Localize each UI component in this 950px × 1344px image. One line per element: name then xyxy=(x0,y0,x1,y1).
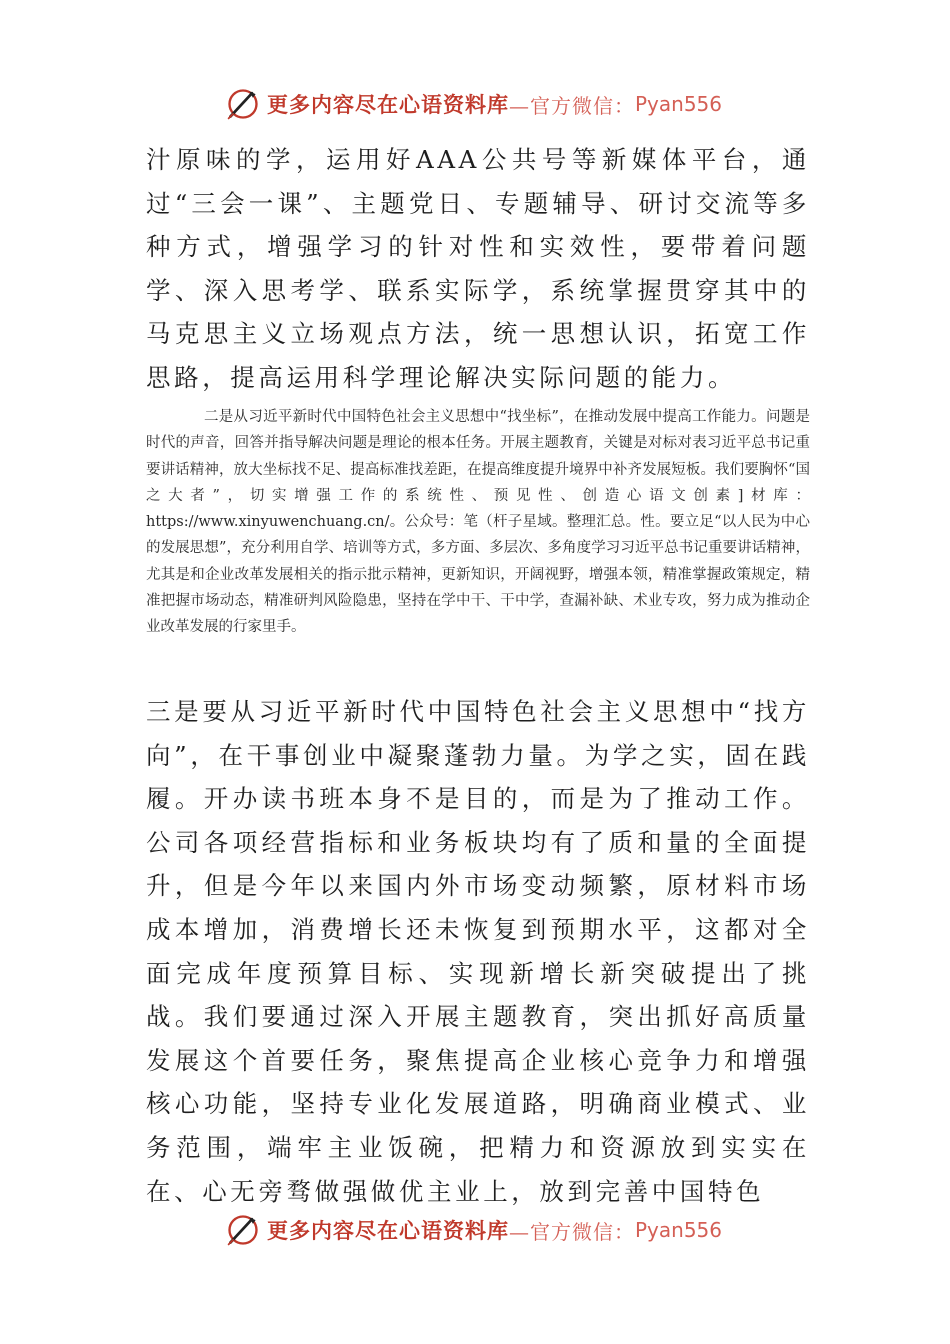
header-wechat-id: Pyan556 xyxy=(635,92,723,116)
paragraph-2: 二是从习近平新时代中国特色社会主义思想中“找坐标”，在推动发展中提高工作能力。问题是时代的声音，回答并指导解决问题是理论的根本任务。开展主题教育，关键是对标对表习近平总书记重要讲话精神，放大坐标找不足、提高标准找差距，在提高维度提升境界中补齐发展短板。我们要胸怀“国之大者”，切实增强工作的系统性、预见性、创造心语文创素]材库：https://www.xinyuwenchuang.cn/。公众号：笔（杆子星域。整理汇总。性。要立足“以人民为中心的发展思想”，充分利用自学、培训等方式，多方面、多层次、多角度学习习近平总书记重要讲话精神，尤其是和企业改革发展相关的指示批示精神，更新知识，开阔视野，增强本领，精准掌握政策规定，精准把握市场动态，精准研判风险隐患，坚持在学中干、干中学，查漏补缺、术业专攻，努力成为推动企业改革发展的行家里手。 xyxy=(146,409,810,636)
footer-contact-text: —官方微信： xyxy=(509,1219,635,1244)
footer-wechat-id: Pyan556 xyxy=(635,1218,723,1242)
footer-banner xyxy=(225,1210,722,1250)
pen-circle-logo-icon xyxy=(225,1212,261,1248)
header-brand-text: 更多内容尽在心语资料库 xyxy=(267,92,509,117)
pen-circle-logo-icon xyxy=(225,86,261,122)
header-contact-text: —官方微信： xyxy=(509,93,635,118)
header-banner xyxy=(225,84,722,124)
paragraph-1: 汁原味的学，运用好AAA公共号等新媒体平台，通过“三会一课”、主题党日、专题辅导、研讨交流等多种方式，增强学习的针对性和实效性，要带着问题学、深入思考学、联系实际学，系统掌握贯穿其中的马克思主义立场观点方法，统一思想认识，拓宽工作思路，提高运用科学理论解决实际问题的能力。 xyxy=(146,145,810,392)
paragraph-3: 三是要从习近平新时代中国特色社会主义思想中“找方向”，在干事创业中凝聚蓬勃力量。为学之实，固在践履。开办读书班本身不是目的，而是为了推动工作。公司各项经营指标和业务板块均有了质和量的全面提升，但是今年以来国内外市场变动频繁，原材料市场成本增加，消费增长还未恢复到预期水平，这都对全面完成年度预算目标、实现新增长新突破提出了挑战。我们要通过深入开展主题教育，突出抓好高质量发展这个首要任务，聚焦提高企业核心竞争力和增强核心功能，坚持专业化发展道路，明确商业模式、业务范围，端牢主业饭碗，把精力和资源放到实实在在、心无旁骛做强做优主业上，放到完善中国特色 xyxy=(146,697,810,1206)
footer-brand-text: 更多内容尽在心语资料库 xyxy=(267,1218,509,1243)
